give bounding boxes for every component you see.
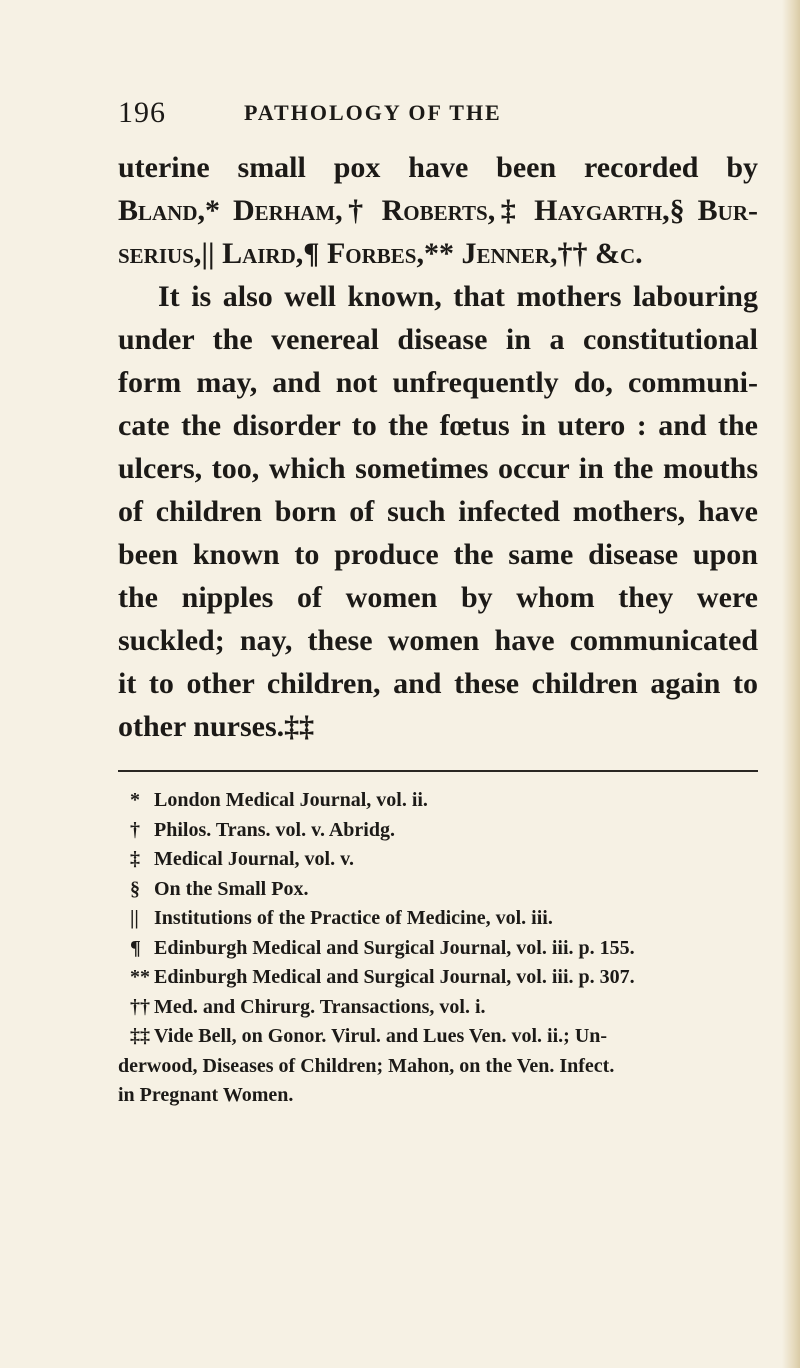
footnotes [118,786,758,1111]
footnote-mark: ‡ [130,848,140,870]
footnote-mark: † [130,818,140,841]
footnote-text: Vide Bell, on Gonor. Virul. and Lues Ven. vol. ii.; Un- [154,1025,608,1047]
body-line: of children born of such infected mothers, have [118,495,758,528]
footnote-mark: †† [130,995,150,1018]
footnote-divider [118,770,758,772]
page-header [118,96,758,136]
footnote-text: On the Small Pox. [154,877,309,900]
footnote-continuation: in Pregnant Women. [118,1084,294,1106]
body-line: under the venereal disease in a constitutional [118,323,758,356]
page-edge-shadow [782,0,800,1368]
footnote-text: Philos. Trans. vol. v. Abridg. [154,818,395,841]
footnote-mark: § [130,877,140,900]
running-head: PATHOLOGY OF THE [244,100,502,125]
footnote [118,875,758,905]
body-line: cate the disorder to the fœtus in utero : and the [118,409,758,442]
footnote-mark: * [130,789,140,811]
body-line: it to other children, and these children again to [118,667,758,700]
footnote [118,1022,758,1052]
footnote-text: Med. and Chirurg. Transactions, vol. i. [154,995,486,1018]
page-number: 196 [118,96,166,129]
footnote-text: Edinburgh Medical and Surgical Journal, vol. iii. p. 307. [154,966,635,988]
footnote-text: Medical Journal, vol. v. [154,848,354,870]
body-line: uterine small pox have been recorded by [118,151,758,184]
footnote [118,786,758,816]
body-line: It is also well known, that mothers labouring [158,280,758,313]
body-line: ulcers, too, which sometimes occur in the mouths [118,452,758,485]
footnote [118,934,758,964]
body-line: been known to produce the same disease upon [118,538,758,571]
footnote [118,816,758,846]
body-line: Bland,* Derham,† Roberts,‡ Haygarth,§ Bur- [118,194,758,227]
footnote-mark: || [130,907,139,929]
footnote-mark: ‡‡ [130,1025,150,1047]
footnote-mark: ** [130,966,150,988]
footnote-text: London Medical Journal, vol. ii. [154,789,428,811]
body-line: suckled; nay, these women have communicated [118,624,758,657]
body-text [118,146,758,748]
body-line: serius,|| Laird,¶ Forbes,** Jenner,†† &c. [118,237,643,270]
footnote [118,963,758,993]
footnote [118,904,758,934]
body-line: other nurses.‡‡ [118,710,315,743]
footnote-continuation: derwood, Diseases of Children; Mahon, on the Ven. Infect. [118,1054,615,1077]
footnote-mark: ¶ [130,936,141,959]
footnote-text: Institutions of the Practice of Medicine, vol. iii. [154,907,553,929]
body-line: the nipples of women by whom they were [118,581,758,614]
body-line: form may, and not unfrequently do, communi- [118,366,758,399]
footnote [118,993,758,1023]
footnote-text: Edinburgh Medical and Surgical Journal, vol. iii. p. 155. [154,936,635,959]
footnote [118,845,758,875]
